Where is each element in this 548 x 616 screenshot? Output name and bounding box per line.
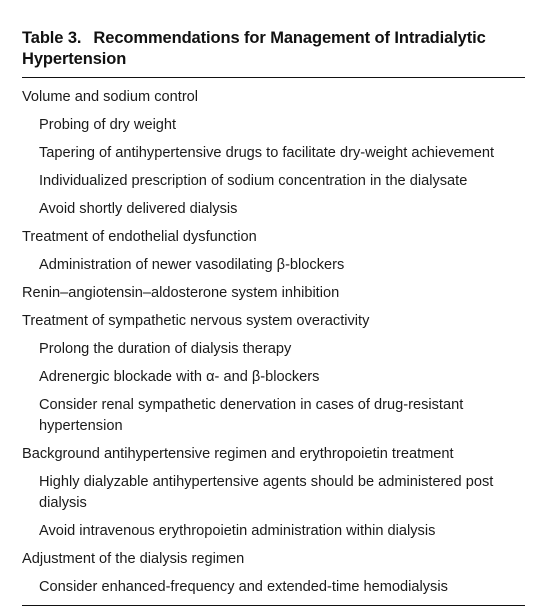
table-body bbox=[22, 87, 525, 598]
recommendation-row: Consider enhanced-frequency and extended-time hemodialysis bbox=[39, 579, 448, 595]
recommendation-row: Adrenergic blockade with α- and β-blockers bbox=[39, 369, 320, 385]
category-row: Treatment of endothelial dysfunction bbox=[22, 229, 257, 245]
table-title-line1: Recommendations for Management of Intradialytic bbox=[93, 29, 486, 47]
recommendation-row: Avoid intravenous erythropoietin administration within dialysis bbox=[39, 523, 436, 539]
category-row: Volume and sodium control bbox=[22, 89, 199, 105]
bottom-rule bbox=[22, 605, 525, 606]
category-row: Background antihypertensive regimen and erythropoietin treatment bbox=[22, 446, 454, 462]
category-row: Treatment of sympathetic nervous system overactivity bbox=[22, 313, 370, 329]
table-title-line2: Hypertension bbox=[22, 50, 127, 68]
recommendation-row: Administration of newer vasodilating β-blockers bbox=[39, 257, 345, 273]
recommendation-row: Individualized prescription of sodium concentration in the dialysate bbox=[39, 173, 468, 189]
top-rule bbox=[22, 77, 525, 78]
recommendation-row: Highly dialyzable antihypertensive agents should be administered post dialysis bbox=[39, 474, 494, 511]
table-number: Table 3. bbox=[22, 29, 82, 47]
recommendation-row: Prolong the duration of dialysis therapy bbox=[39, 341, 292, 357]
category-row: Adjustment of the dialysis regimen bbox=[22, 551, 245, 567]
recommendation-row: Probing of dry weight bbox=[39, 117, 177, 133]
recommendation-row: Tapering of antihypertensive drugs to facilitate dry-weight achievement bbox=[39, 145, 495, 161]
category-row: Renin–angiotensin–aldosterone system inhibition bbox=[22, 285, 340, 301]
recommendations-table bbox=[22, 28, 525, 606]
table-caption bbox=[22, 28, 525, 70]
recommendation-row: Avoid shortly delivered dialysis bbox=[39, 201, 238, 217]
recommendation-row: Consider renal sympathetic denervation in cases of drug-resistant hypertension bbox=[39, 397, 464, 434]
